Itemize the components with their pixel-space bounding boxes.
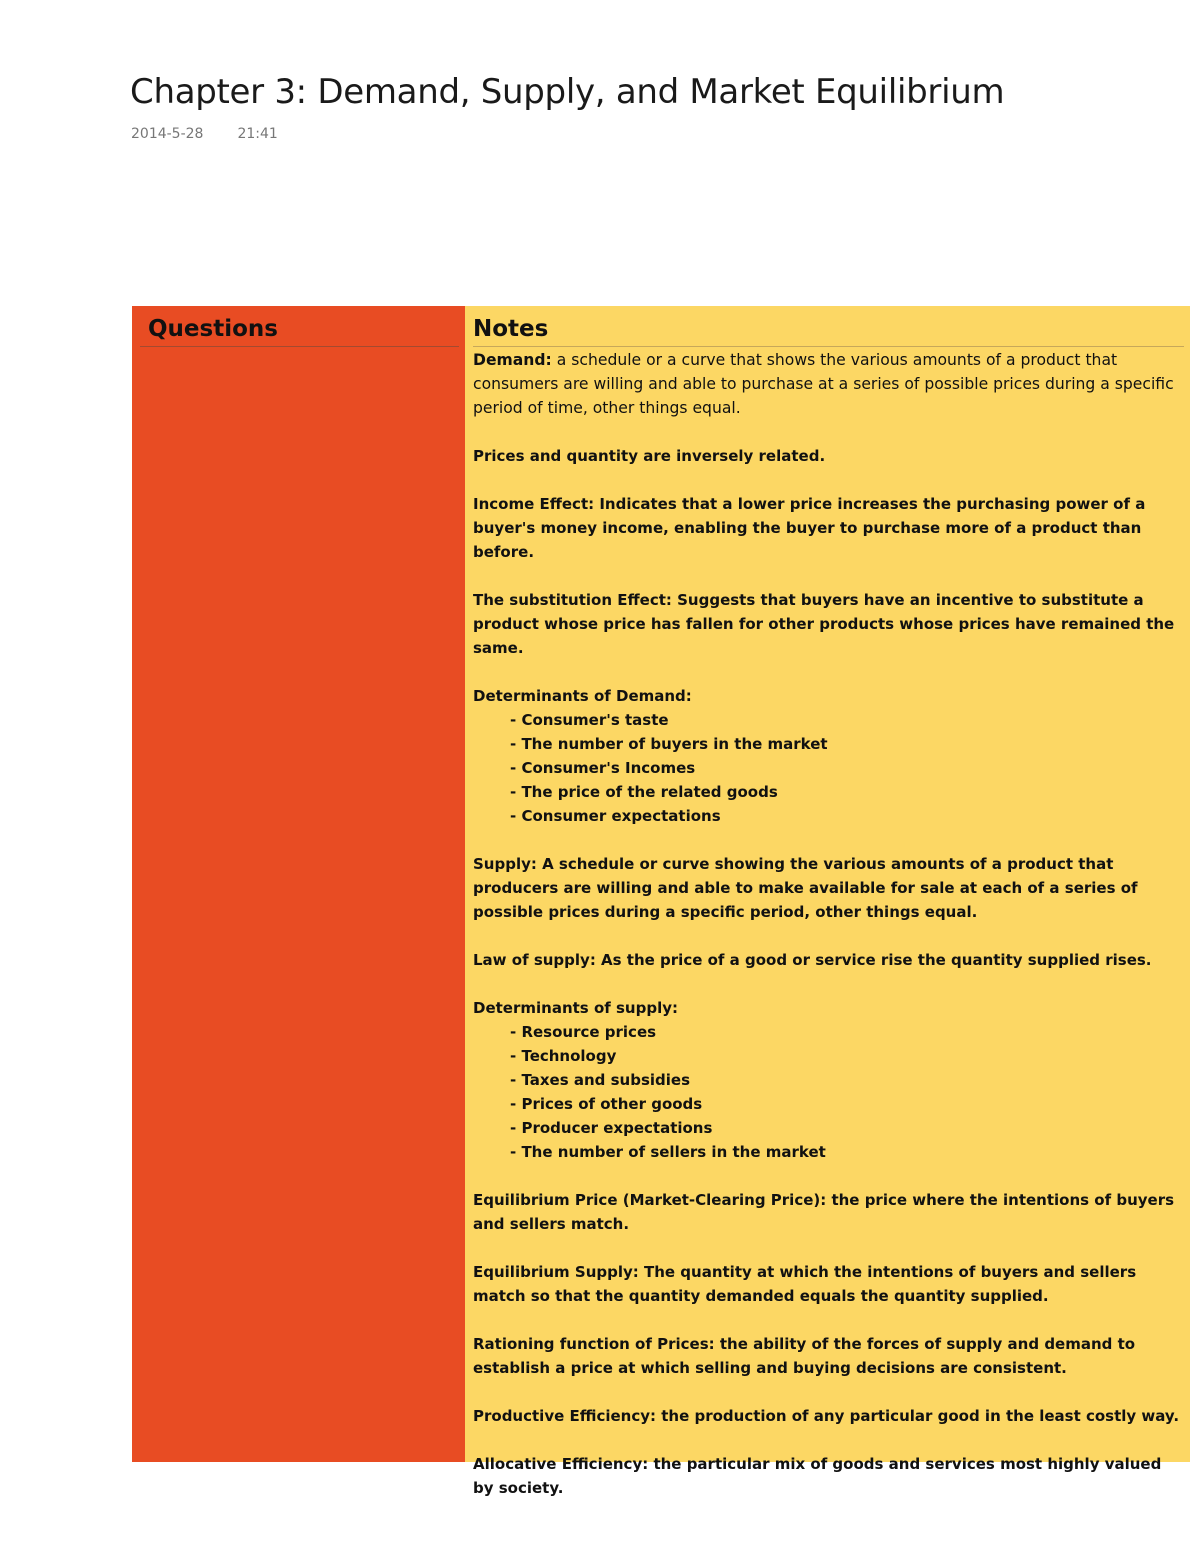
- note-determinants-supply-heading: Determinants of supply:: [473, 999, 678, 1017]
- list-item: - The price of the related goods: [510, 780, 1184, 804]
- cornell-notes-table: [132, 306, 1190, 1497]
- notes-header: Notes: [473, 316, 1184, 347]
- list-item: - Consumer's Incomes: [510, 756, 1184, 780]
- note-demand-term: Demand:: [473, 351, 552, 369]
- note-substitution-effect: The substitution Effect: Suggests that buyers have an incentive to substitute a product whose price has fallen for other products whose prices have remained the same.: [473, 591, 1175, 657]
- list-item: - Prices of other goods: [510, 1092, 1184, 1116]
- page-title: Chapter 3: Demand, Supply, and Market Equilibrium: [130, 72, 1005, 112]
- note-supply: Supply: A schedule or curve showing the various amounts of a product that producers are willing and able to make available for sale at each of a series of possible prices during a specific period, other things equal.: [473, 855, 1138, 921]
- determinants-supply-list: [473, 1020, 1184, 1164]
- note-income-effect: Income Effect: Indicates that a lower price increases the purchasing power of a buyer's money income, enabling the buyer to purchase more of a product than before.: [473, 495, 1146, 561]
- page-date: 2014-5-28: [131, 126, 204, 142]
- list-item: - Taxes and subsidies: [510, 1068, 1184, 1092]
- note-law-of-supply: Law of supply: As the price of a good or service rise the quantity supplied rises.: [473, 951, 1152, 969]
- list-item: - The number of sellers in the market: [510, 1140, 1184, 1164]
- note-productive-efficiency: Productive Efficiency: the production of any particular good in the least costly way.: [473, 1407, 1180, 1425]
- list-item: - Producer expectations: [510, 1116, 1184, 1140]
- list-item: - Consumer expectations: [510, 804, 1184, 828]
- note-demand: [473, 348, 1184, 420]
- list-item: - Resource prices: [510, 1020, 1184, 1044]
- note-inverse-relation: Prices and quantity are inversely related.: [473, 447, 826, 465]
- notes-column[interactable]: [465, 306, 1190, 1497]
- page-time: 21:41: [237, 126, 278, 142]
- note-equilibrium-price: Equilibrium Price (Market-Clearing Price): the price where the intentions of buyers and sellers match.: [473, 1191, 1175, 1233]
- list-item: - Technology: [510, 1044, 1184, 1068]
- note-rationing-function: Rationing function of Prices: the ability of the forces of supply and demand to establish a price at which selling and buying decisions are consistent.: [473, 1335, 1136, 1377]
- note-equilibrium-supply: Equilibrium Supply: The quantity at which the intentions of buyers and sellers match so that the quantity demanded equals the quantity supplied.: [473, 1263, 1137, 1305]
- determinants-demand-list: [473, 708, 1184, 828]
- note-determinants-demand-heading: Determinants of Demand:: [473, 687, 692, 705]
- note-allocative-efficiency: Allocative Efficiency: the particular mix of goods and services most highly valued by society.: [473, 1455, 1162, 1497]
- list-item: - The number of buyers in the market: [510, 732, 1184, 756]
- page-timestamp: [131, 126, 278, 142]
- questions-column[interactable]: [132, 306, 465, 1462]
- notes-body[interactable]: [473, 348, 1184, 1500]
- note-demand-text: a schedule or a curve that shows the various amounts of a product that consumers are willing and able to purchase at a series of possible prices during a specific period of time, other things equal.: [473, 351, 1174, 417]
- questions-header: Questions: [140, 316, 459, 347]
- list-item: - Consumer's taste: [510, 708, 1184, 732]
